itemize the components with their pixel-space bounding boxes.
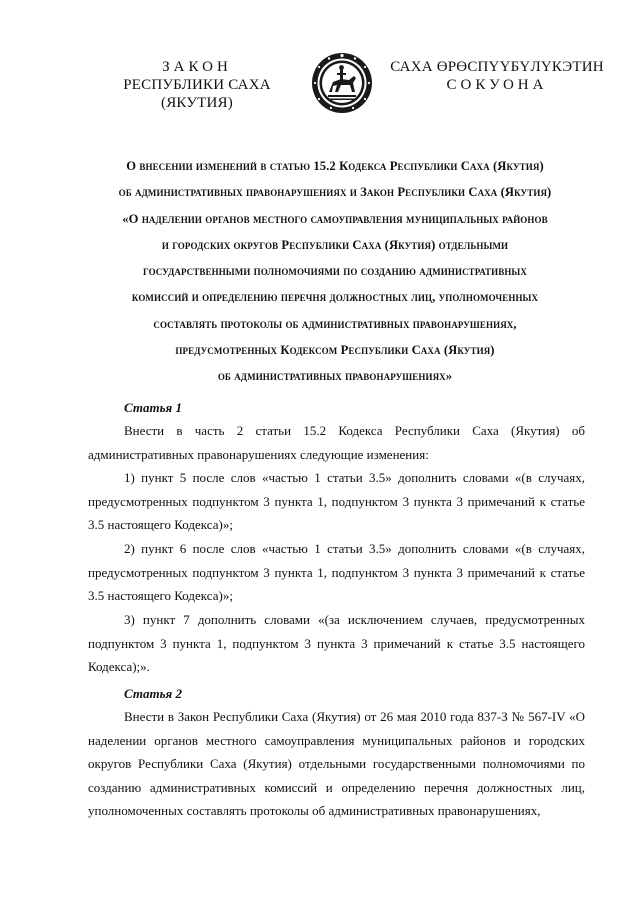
law-title-line: «О наделении органов местного самоуправления муниципальных районов — [122, 211, 548, 226]
law-title-line: государственными полномочиями по созданию административных — [143, 264, 527, 279]
article-1-paragraph: 2) пункт 6 после слов «частью 1 статьи 3.5» дополнить словами «(в случаях, предусмотренных подпунктом 3 пункта 1, подпунктом 3 пункта 3 примечаний к статье 3.5 настоящего Кодекса)»; — [88, 541, 585, 604]
article-2-heading: Статья 2 — [124, 686, 182, 701]
law-title-line: об административных правонарушениях» — [217, 369, 453, 384]
sakha-coat-of-arms-icon — [311, 52, 373, 114]
article-1-paragraph: 3) пункт 7 дополнить словами «(за исключением случаев, предусмотренных подпунктом 3 пункта 1, подпунктом 3 пункта 3 примечаний к статье 3.5 настоящего Кодекса);». — [88, 612, 585, 675]
article-1-heading: Статья 1 — [124, 400, 182, 415]
law-title — [80, 153, 590, 390]
law-title-line: предусмотренных Кодексом Республики Саха (Якутия) — [175, 343, 495, 358]
article-2-paragraph: Внести в Закон Республики Саха (Якутия) от 26 мая 2010 года 837-З № 567-IV «О наделении органов местного самоуправления муниципальных районов и городских округов Республики Саха (Якутия) отдельными государственными полномочиями по созданию административных комиссий и определению перечня должностных лиц, уполномоченных составлять протоколы об административных правонарушениях, — [88, 709, 585, 819]
header-right-subtitle: СОКУОНА — [446, 77, 548, 93]
law-title-line: и городских округов Республики Саха (Якутия) отдельными — [161, 237, 509, 252]
article-1-paragraph: 1) пункт 5 после слов «частью 1 статьи 3.5» дополнить словами «(в случаях, предусмотренных подпунктом 3 пункта 1, подпунктом 3 пункта 3 примечаний к статье 3.5 настоящего Кодекса)»; — [88, 470, 585, 533]
header-right-title: САХА ӨРӨСПҮҮБҮЛҮКЭТИН — [390, 59, 604, 75]
law-title-line: составлять протоколы об административных правонарушениях, — [153, 316, 517, 331]
header-left-subtitle: РЕСПУБЛИКИ САХА (ЯКУТИЯ) — [123, 77, 271, 111]
header-left-title: ЗАКОН — [162, 59, 232, 75]
law-title-line: О внесении изменений в статью 15.2 Кодекса Республики Саха (Якутия) — [126, 159, 544, 173]
header-right — [382, 58, 612, 94]
law-title-line: комиссий и определению перечня должностных лиц, уполномоченных — [131, 290, 539, 305]
law-title-line: об административных правонарушениях и Закон Республики Саха (Якутия) — [118, 185, 552, 200]
article-1-paragraph: Внести в часть 2 статьи 15.2 Кодекса Республики Саха (Якутия) об административных правонарушениях следующие изменения: — [88, 423, 585, 462]
header-left — [92, 58, 302, 112]
